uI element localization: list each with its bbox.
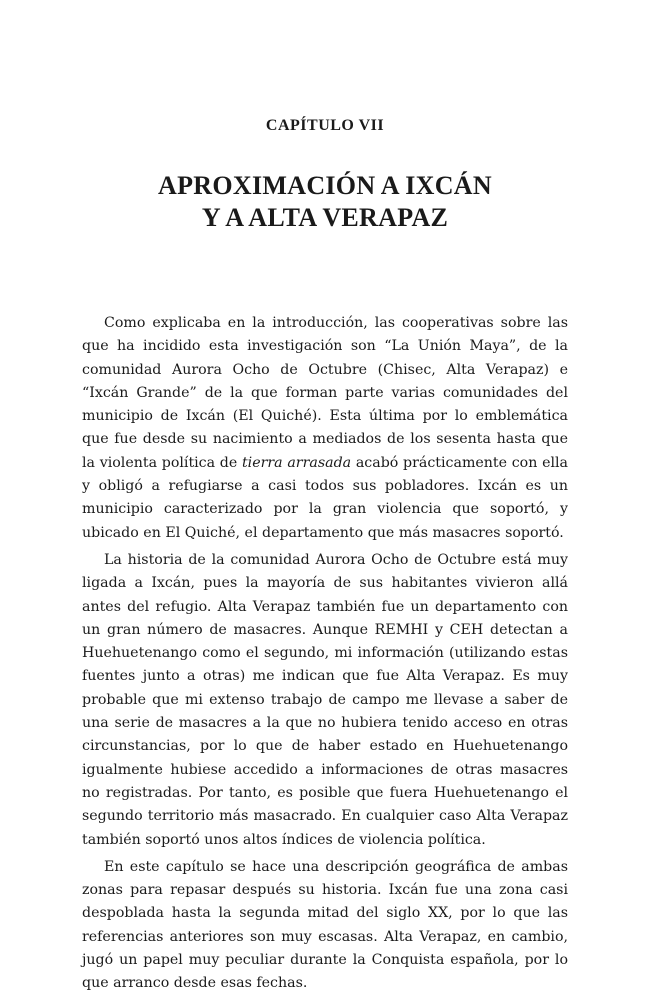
chapter-label: CAPÍTULO VII: [265, 117, 385, 134]
paragraph-1-italic-term: tierra arrasada: [241, 454, 352, 471]
paragraph-1-text-b: acabó prácticamente con ella y obligó a refugiarse a casi todos sus pobladores. Ixcán es un municipio caracterizado por la gran violencia que soportó, y ubicado en El Quiché, el departamento que más masacres soportó.: [82, 454, 568, 541]
paragraph-1: [82, 312, 568, 545]
paragraph-2: La historia de la comunidad Aurora Ocho de Octubre está muy ligada a Ixcán, pues la mayoría de sus habitantes vivieron allá antes del refugio. Alta Verapaz también fue un departamento con un gran número de masacres. Aunque REMHI y CEH detectan a Huehuetenango como el segundo, mi información (utilizando estas fuentes junto a otras) me indican que fue Alta Verapaz. Es muy probable que mi extenso trabajo de campo me llevase a saber de una serie de masacres a la que no hubiera tenido acceso en otras circunstancias, por lo que de haber estado en Huehuetenango igualmente hubiese accedido a informaciones de otras masacres no registradas. Por tanto, es posible que fuera Huehuetenango el segundo territorio más masacrado. En cualquier caso Alta Verapaz también soportó unos altos índices de violencia política.: [82, 551, 568, 848]
paragraph-1-text-a: Como explicaba en la introducción, las cooperativas sobre las que ha incidido esta investigación son “La Unión Maya”, de la comunidad Aurora Ocho de Octubre (Chisec, Alta Verapaz) e “Ixcán Grande” de la que forman parte varias comunidades del municipio de Ixcán (El Quiché). Esta última por lo emblemática que fue desde su nacimiento a mediados de los sesenta hasta que la violenta política de: [82, 315, 568, 471]
paragraph-3: En este capítulo se hace una descripción geográfica de ambas zonas para repasar después su historia. Ixcán fue una zona casi despoblada hasta la segunda mitad del siglo XX, por lo que las referencias anteriores son muy escasas. Alta Verapaz, en cambio, jugó un papel muy peculiar durante la Conquista española, por lo que arranco desde esas fechas.: [82, 858, 568, 992]
chapter-title-line-2: Y A ALTA VERAPAZ: [201, 203, 449, 232]
chapter-body: [82, 312, 568, 1000]
chapter-title: [0, 170, 650, 234]
chapter-title-line-1: APROXIMACIÓN A IXCÁN: [158, 171, 492, 200]
